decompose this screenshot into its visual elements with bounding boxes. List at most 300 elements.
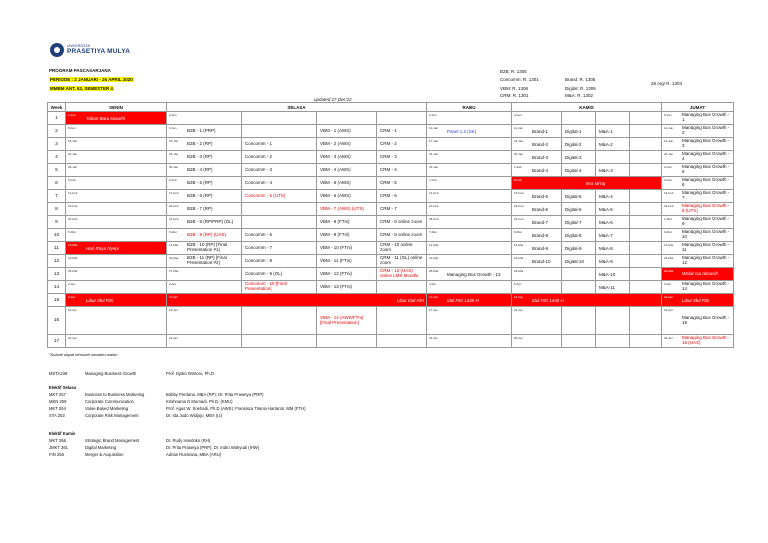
mna-cell <box>596 335 630 348</box>
digital-cell-text: Digital-3 <box>565 154 582 160</box>
senin-cell-text: Tahun Baru Masehi <box>86 115 125 121</box>
jumat-cell <box>662 138 734 151</box>
vbm-cell <box>317 151 377 164</box>
logo-name: PRASETIYA MULYA <box>67 47 131 55</box>
mna-cell <box>596 125 630 138</box>
course-code: MKT 257 <box>49 392 66 397</box>
table-row <box>48 177 734 190</box>
kamis-extra-cell <box>630 112 662 125</box>
jumat-cell-text: Managing Bus Growth - 2 <box>682 125 730 135</box>
date-label: 9-Apr <box>68 295 76 299</box>
kamis-cell-text: Idul Fitri 1445 H <box>532 297 564 303</box>
concomm-cell <box>242 281 317 294</box>
kamis-extra-cell <box>630 307 662 335</box>
date-label: 20-Mar <box>169 256 179 260</box>
week-number: 12 <box>48 255 66 268</box>
jumat-cell-text: Managing Bus Growth - 11 <box>682 242 730 252</box>
mna-cell <box>596 268 630 281</box>
date-label: 29-Mar <box>514 269 524 273</box>
concomm-cell <box>242 190 317 203</box>
digital-cell-text: Digital-8 <box>565 232 582 238</box>
vbm-cell-text: VBM - 9 (FTni) <box>320 231 350 237</box>
selasa-cell <box>167 294 427 307</box>
date-label: 28-Mar <box>429 269 439 273</box>
date-label: 26-Jan <box>664 152 674 156</box>
jumat-cell-text: Managing Bus Growth - 12 <box>682 255 730 265</box>
table-row <box>48 216 734 229</box>
senin-cell <box>66 112 167 125</box>
b2b-cell-text: B2B - 7 (RP) <box>187 205 213 211</box>
date-label: 8-Feb <box>514 178 522 182</box>
kamis-course-row <box>49 437 211 444</box>
jumat-cell <box>662 190 734 203</box>
mna-cell <box>596 164 630 177</box>
concomm-cell-text: Concomm - 6 <box>245 231 273 237</box>
brand-cell-text: Brand-5 <box>532 193 549 199</box>
date-label: 22-Jan <box>68 152 78 156</box>
crm-cell-text: CRM - 3 <box>380 153 397 159</box>
date-label: 26-Feb <box>68 217 78 221</box>
schedule-table <box>47 102 734 348</box>
concomm-cell-text: Concomm - 7 <box>245 244 273 250</box>
senin-cell-text: Hari Raya Nyepi <box>86 245 119 251</box>
date-label: 26-Apr <box>664 336 674 340</box>
date-label: 1-Mar <box>664 217 672 221</box>
mna-cell <box>596 216 630 229</box>
week-number: 14 <box>48 281 66 294</box>
date-label: 29-Feb <box>514 217 524 221</box>
course-code: MKN 259 <box>49 399 67 404</box>
rabu-cell <box>427 268 512 281</box>
selasa-course-row <box>49 412 222 419</box>
jumat-cell-text: Managing Bus Growth - 15 <box>682 314 730 325</box>
concomm-cell-text: Concomm - 9 (GL) <box>245 270 283 276</box>
course-name: Digital Marketing <box>85 445 117 450</box>
room-vbm: VBM: R. 1306 <box>500 86 529 91</box>
digital-cell <box>562 242 596 255</box>
week-number: 11 <box>48 242 66 255</box>
crm-cell <box>377 138 427 151</box>
senin-cell <box>66 177 167 190</box>
senin-cell-text: Libur Idul Fitri <box>86 297 114 303</box>
crm-cell <box>377 216 427 229</box>
jumat-cell <box>662 281 734 294</box>
jumat-cell <box>662 242 734 255</box>
course-mbg <box>49 370 67 377</box>
concomm-cell <box>242 307 317 335</box>
course-lecturer: Dr. Rudy Handoko (RH) <box>166 438 211 443</box>
logo-emblem-icon <box>50 43 64 57</box>
rabu-cell <box>427 335 512 348</box>
date-label: 16-Jan <box>169 139 179 143</box>
jumat-cell <box>662 216 734 229</box>
elective-selasa-title: Elektif Selasa <box>49 385 77 390</box>
rabu-cell <box>427 138 512 151</box>
week-number: 6 <box>48 177 66 190</box>
crm-cell <box>377 281 427 294</box>
mna-cell-text: M&A-4 <box>599 193 613 199</box>
vbm-cell <box>317 125 377 138</box>
crm-cell <box>377 335 427 348</box>
week-number: 3 <box>48 138 66 151</box>
jumat-cell-text: Managing Bus Growth - 4 <box>682 151 730 161</box>
b2b-cell <box>167 112 242 125</box>
rabu-cell <box>427 203 512 216</box>
course-lecturer: Dr. Ida Judo Widjojo, MBA (IJ) <box>166 413 222 418</box>
date-label: 16-Feb <box>664 191 674 195</box>
table-row <box>48 255 734 268</box>
vbm-cell <box>317 164 377 177</box>
jumat-cell <box>662 229 734 242</box>
brand-cell-text: Brand-2 <box>532 141 549 147</box>
vbm-cell <box>317 229 377 242</box>
date-label: 12-Apr <box>514 295 524 299</box>
date-label: 19-Mar <box>68 256 78 260</box>
digital-cell-text: Digital-7 <box>565 219 582 225</box>
vbm-cell-text: VBM - 12 (FTni) <box>320 270 353 276</box>
brand-cell <box>512 203 562 216</box>
room-mna: M&A: R. 1302 <box>565 93 594 98</box>
vbm-cell <box>317 216 377 229</box>
crm-cell-text: CRM - 11 (GL) online zoom <box>380 255 423 265</box>
brand-cell-text: Brand-8 <box>532 232 549 238</box>
col-week: Week <box>48 103 66 112</box>
course-code: STA 253 <box>49 413 65 418</box>
concomm-cell <box>242 164 317 177</box>
date-label: 18-Apr <box>514 308 524 312</box>
brand-cell-text: Brand-7 <box>532 219 549 225</box>
mna-cell-text: M&A-6 <box>599 219 613 225</box>
table-row <box>48 281 734 294</box>
b2b-cell <box>167 255 242 268</box>
kamis-extra-cell <box>630 151 662 164</box>
jumat-cell-text: Managing Bus Growth - 8 (UTS) <box>682 203 730 213</box>
course-name: Corporate Communication <box>85 399 134 404</box>
digital-cell <box>562 112 596 125</box>
digital-cell <box>562 138 596 151</box>
b2b-cell <box>167 125 242 138</box>
col-jumat: JUMAT <box>662 103 734 112</box>
kamis-extra-cell <box>630 125 662 138</box>
b2b-cell <box>167 281 242 294</box>
col-kamis: KAMIS <box>512 103 662 112</box>
week-number: 13 <box>48 268 66 281</box>
brand-cell-text: Brand-9 <box>532 245 549 251</box>
date-label: 12-Jan <box>664 126 674 130</box>
room-crm: CRM: R. 1301 <box>500 93 529 98</box>
selasa-course-row <box>49 391 264 398</box>
course-code: FIN 255 <box>49 452 64 457</box>
course-lecturer: Krishnama N Murnadi, Ph.D. (KMU) <box>166 399 233 404</box>
date-label: 15-Mar <box>514 243 524 247</box>
date-label: 1-Feb <box>514 165 522 169</box>
date-label: 26-Mar <box>68 269 78 273</box>
class-title: MMBM ANT. 62, SEMESTER 4 <box>50 86 113 91</box>
b2b-cell-text: B2B - 5 (RP) <box>187 179 213 185</box>
jumat-cell <box>662 177 734 190</box>
jumat-cell-text: Managing Bus Growth - 3 <box>682 138 730 148</box>
date-label: 12-Mar <box>68 243 78 247</box>
date-label: 3-Jan <box>429 113 437 117</box>
mna-cell-text: M&A-9 <box>599 258 613 264</box>
crm-cell <box>377 151 427 164</box>
concomm-cell <box>242 177 317 190</box>
kamis-cell <box>512 177 662 190</box>
rabu-cell <box>427 216 512 229</box>
date-label: 24-Apr <box>429 336 439 340</box>
jumat-cell-text: Managing Bus Growth - 16 (UAS) <box>682 335 730 345</box>
selasa-cell-text: Libur Idul Fitri <box>396 297 425 303</box>
room-digital: Digital: R. 1306 <box>565 86 596 91</box>
crm-cell <box>377 203 427 216</box>
jumat-cell <box>662 255 734 268</box>
brand-cell <box>512 229 562 242</box>
logo-small-text: UNIVERSITAS <box>67 44 91 48</box>
week-number: 8 <box>48 203 66 216</box>
mna-cell-text: M&A-5 <box>599 206 613 212</box>
jumat-cell <box>662 125 734 138</box>
kamis-extra-cell <box>630 255 662 268</box>
b2b-cell <box>167 151 242 164</box>
rabu-cell <box>427 294 512 307</box>
senin-cell <box>66 307 167 335</box>
kamis-course-row <box>49 451 222 458</box>
vbm-cell-text: VBM - 13 (FTni) <box>320 283 353 289</box>
concomm-cell <box>242 138 317 151</box>
brand-cell-text: Brand-4 <box>532 167 549 173</box>
week-number: 10 <box>48 229 66 242</box>
selasa-course-row <box>49 405 306 412</box>
date-label: 5-Feb <box>68 178 76 182</box>
b2b-cell-text: B2B - 1 (PRP) <box>187 127 216 133</box>
mna-cell-text: M&A-1 <box>599 128 613 134</box>
course-lecturer: Prof. Agus W. Soehadi, Ph.D (AWS); Fransisca Titania Hartanto, MM (FTH) <box>166 406 306 411</box>
crm-cell-text: CRM - 6 <box>380 192 397 198</box>
date-label: 18-Jan <box>514 139 524 143</box>
date-label: 2-Feb <box>664 165 672 169</box>
vbm-cell <box>317 307 377 335</box>
brand-cell <box>512 125 562 138</box>
date-label: 31-Jan <box>429 165 439 169</box>
table-header-row <box>48 103 734 112</box>
rabu-cell <box>427 112 512 125</box>
senin-cell <box>66 335 167 348</box>
kamis-extra-cell <box>630 242 662 255</box>
date-label: 5-Apr <box>514 282 522 286</box>
crm-cell <box>377 242 427 255</box>
week-number: 4 <box>48 151 66 164</box>
period-title: PERIODE : 2 JANUARI - 26 APRIL 2020 <box>50 77 133 82</box>
week-number: 17 <box>48 335 66 348</box>
brand-cell <box>512 151 562 164</box>
updated-note: updated 27 Dec'22 <box>314 97 352 102</box>
date-label: 23-Feb <box>664 204 674 208</box>
digital-cell-text: Digital-9 <box>565 245 582 251</box>
date-label: 3-Apr <box>169 282 177 286</box>
table-row <box>48 190 734 203</box>
digital-cell-text: Digital-2 <box>565 141 582 147</box>
b2b-cell-text: B2B - 8 (RP/PRP) (GL) <box>187 218 234 224</box>
course-mbg-lecturer: Prof. Djoko Wintoro, Ph.D. <box>166 371 216 376</box>
table-row <box>48 151 734 164</box>
vbm-cell-text: VBM - 6 (AWS) <box>320 192 351 198</box>
brand-cell-text: Brand-1 <box>532 128 549 134</box>
mna-cell-text: M&A-3 <box>599 167 613 173</box>
vbm-cell <box>317 190 377 203</box>
date-label: 9-Mar <box>664 230 672 234</box>
kamis-extra-cell <box>630 335 662 348</box>
date-label: 22-Mar <box>514 256 524 260</box>
table-row <box>48 335 734 348</box>
digital-cell <box>562 216 596 229</box>
concomm-cell-text: Concomm - 10 [Final Presentation] <box>245 281 287 291</box>
b2b-cell <box>167 177 242 190</box>
concomm-cell-text: Concomm - 2 <box>245 153 273 159</box>
crm-cell <box>377 307 427 335</box>
date-label: 14-Feb <box>429 191 439 195</box>
rabu-cell <box>427 125 512 138</box>
b2b-cell-text: B2B - 2 (RP) <box>187 140 213 146</box>
jumat-cell-text: Wafat Isa Almasih <box>682 270 719 276</box>
date-label: 6-Mar <box>169 230 177 234</box>
mna-cell <box>596 151 630 164</box>
mna-cell-text: M&A-8 <box>599 245 613 251</box>
footnote: *Subuel dapat berubah sewaktu-waktu <box>49 352 118 357</box>
date-label: 16-Apr <box>68 308 78 312</box>
date-label: 27-Feb <box>169 217 179 221</box>
digital-cell <box>562 125 596 138</box>
brand-cell <box>512 112 562 125</box>
mna-cell <box>596 255 630 268</box>
date-label: 10-Jan <box>429 126 439 130</box>
vbm-cell <box>317 255 377 268</box>
brand-cell <box>512 242 562 255</box>
brand-cell-text: Brand-3 <box>532 154 549 160</box>
date-label: 24-Jan <box>429 152 439 156</box>
vbm-cell-text: VBM - 1 (AWS) <box>320 127 351 133</box>
rabu-cell <box>427 177 512 190</box>
mna-cell <box>596 138 630 151</box>
concomm-cell-text: Concomm - 5 (UTS) <box>245 192 286 198</box>
date-label: 28-Feb <box>429 217 439 221</box>
vbm-cell <box>317 242 377 255</box>
date-label: 23-Apr <box>169 336 179 340</box>
brand-cell <box>512 164 562 177</box>
week-number: 7 <box>48 190 66 203</box>
concomm-cell-text: Concomm - 3 <box>245 166 273 172</box>
date-label: 5-Jan <box>664 113 672 117</box>
digital-cell <box>562 164 596 177</box>
brand-cell <box>512 190 562 203</box>
date-label: 6-Feb <box>169 178 177 182</box>
table-row <box>48 112 734 125</box>
course-name: Corporate Risk Management <box>85 413 139 418</box>
date-label: 7-Mar <box>429 230 437 234</box>
concomm-cell-text: Concomm - 4 <box>245 179 273 185</box>
jumat-cell-text: Managing Bus Growth - 9 <box>682 216 730 226</box>
kamis-cell-text: Isra Mi'raj <box>585 180 606 186</box>
date-label: 30-Mar <box>664 269 674 273</box>
concomm-cell-text: Concomm - 8 <box>245 257 273 263</box>
kamis-extra-cell <box>630 229 662 242</box>
rabu-cell <box>427 307 512 335</box>
senin-cell <box>66 203 167 216</box>
mna-cell <box>596 203 630 216</box>
date-label: 4-Apr <box>429 282 437 286</box>
kamis-extra-cell <box>630 164 662 177</box>
senin-cell <box>66 294 167 307</box>
course-name: Strategic Brand Management <box>85 438 140 443</box>
room-b2b: B2B: R. 1305 <box>500 69 527 74</box>
col-selasa: SELASA <box>167 103 427 112</box>
rabu-cell-text: Panel 1.2 (SK) <box>447 128 477 134</box>
date-label: 4-Jan <box>514 113 522 117</box>
date-label: 8-Jan <box>68 126 76 130</box>
crm-cell-text: CRM - 12 (UAS) online LMS Moodle <box>380 268 419 278</box>
week-number: 5 <box>48 164 66 177</box>
date-label: 23-Jan <box>169 152 179 156</box>
crm-cell-text: CRM - 8 online zoom <box>380 218 423 224</box>
digital-cell-text: Digital-10 <box>565 258 585 264</box>
table-row <box>48 294 734 307</box>
concomm-cell-text: Concomm - 1 <box>245 140 273 146</box>
rabu-cell <box>427 151 512 164</box>
date-label: 22-Feb <box>514 204 524 208</box>
col-senin: SENIN <box>66 103 167 112</box>
table-row <box>48 164 734 177</box>
digital-cell-text: Digital-4 <box>565 167 582 173</box>
course-name: Business to Business Marketing <box>85 392 145 397</box>
rabu-cell <box>427 190 512 203</box>
col-rabu: RABU <box>427 103 512 112</box>
kamis-course-row <box>49 444 260 451</box>
date-label: 16-Apr <box>169 308 179 312</box>
vbm-cell-text: VBM - 4 (AWS) <box>320 166 351 172</box>
mna-cell <box>596 242 630 255</box>
rabu-cell <box>427 229 512 242</box>
vbm-cell <box>317 138 377 151</box>
jumat-cell <box>662 268 734 281</box>
b2b-cell-text: B2B - 11 (RP) [Final Presentation #2] <box>187 255 227 265</box>
selasa-course-row <box>49 398 233 405</box>
mna-cell <box>596 307 630 335</box>
concomm-cell <box>242 125 317 138</box>
brand-cell <box>512 281 562 294</box>
concomm-cell <box>242 203 317 216</box>
digital-cell-text: Digital-5 <box>565 193 582 199</box>
jumat-cell <box>662 112 734 125</box>
mna-cell <box>596 190 630 203</box>
senin-cell <box>66 190 167 203</box>
jumat-cell <box>662 164 734 177</box>
table-row <box>48 229 734 242</box>
week-number: 9 <box>48 216 66 229</box>
mna-cell <box>596 229 630 242</box>
concomm-cell <box>242 216 317 229</box>
week-number: 2 <box>48 125 66 138</box>
crm-cell <box>377 190 427 203</box>
crm-cell-text: CRM - 2 <box>380 140 397 146</box>
b2b-cell <box>167 164 242 177</box>
vbm-cell-text: VBM - 14 (AWS/FTni) [Final Presentation] <box>320 314 364 325</box>
vbm-cell-text: VBM - 8 (FTni) <box>320 218 350 224</box>
b2b-cell <box>167 335 242 348</box>
brand-cell-text: Brand-6 <box>532 206 549 212</box>
crm-cell-text: CRM - 5 <box>380 179 397 185</box>
b2b-cell <box>167 242 242 255</box>
vbm-cell-text: VBM - 5 (AWS) <box>320 179 351 185</box>
brand-cell <box>512 216 562 229</box>
